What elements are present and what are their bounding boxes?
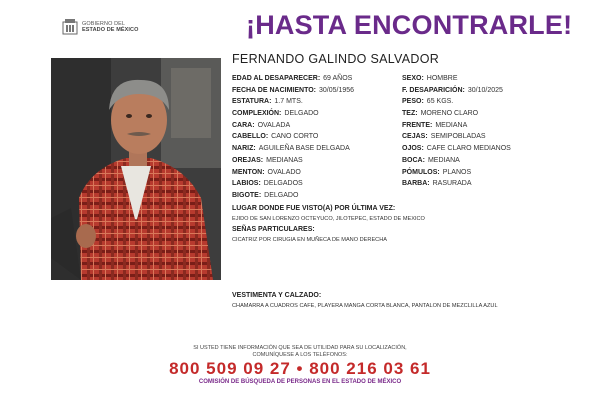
field-hair bbox=[232, 131, 402, 143]
field-build bbox=[232, 108, 402, 120]
field-value: MORENO CLARO bbox=[420, 110, 479, 118]
particular-signs-label: SEÑAS PARTICULARES: bbox=[232, 226, 315, 233]
field-label: CEJAS: bbox=[402, 133, 428, 141]
field-value: 69 AÑOS bbox=[323, 75, 353, 82]
clothing-label: VESTIMENTA Y CALZADO: bbox=[232, 292, 322, 299]
field-value: RASURADA bbox=[432, 180, 472, 188]
field-beard bbox=[402, 178, 572, 190]
field-label: NARIZ: bbox=[232, 145, 256, 153]
field-label: CARA: bbox=[232, 121, 255, 129]
field-label: LABIOS: bbox=[232, 180, 261, 188]
last-seen-value: EJIDO DE SAN LORENZO OCTEYUCO, JILOTEPEC, ESTADO DE MEXICO bbox=[232, 216, 425, 222]
description-fields bbox=[232, 73, 572, 202]
field-value: CANO CORTO bbox=[271, 133, 319, 141]
field-chin bbox=[232, 167, 402, 179]
field-birthdate bbox=[232, 85, 402, 97]
contact-line-2: COMUNÍQUESE A LOS TELÉFONOS: bbox=[252, 352, 348, 358]
field-label: OJOS: bbox=[402, 145, 424, 153]
field-row bbox=[232, 120, 572, 132]
field-label: ESTATURA: bbox=[232, 98, 272, 106]
field-label: COMPLEXIÓN: bbox=[232, 110, 282, 118]
field-row bbox=[232, 131, 572, 143]
government-logo bbox=[62, 18, 139, 36]
field-row bbox=[232, 85, 572, 97]
field-value: DELGADOS bbox=[263, 180, 303, 188]
field-row bbox=[232, 108, 572, 120]
last-seen-label: LUGAR DONDE FUE VISTO(A) POR ÚLTIMA VEZ: bbox=[232, 205, 396, 212]
field-weight bbox=[402, 96, 572, 108]
field-row bbox=[232, 155, 572, 167]
field-value: 1.7 MTS. bbox=[274, 98, 303, 106]
field-label: SEXO: bbox=[402, 75, 424, 82]
particular-signs-value: CICATRIZ POR CIRUGIA EN MUÑECA DE MANO DERECHA bbox=[232, 237, 387, 243]
field-sex bbox=[402, 73, 572, 85]
field-value: HOMBRE bbox=[426, 75, 458, 82]
field-nose bbox=[232, 143, 402, 155]
logo-line-2: ESTADO DE MÉXICO bbox=[82, 27, 139, 33]
field-label: PESO: bbox=[402, 98, 424, 106]
field-lips bbox=[232, 178, 402, 190]
field-label: BOCA: bbox=[402, 156, 425, 164]
field-label: F. DESAPARICIÓN: bbox=[402, 86, 465, 94]
field-label: FECHA DE NACIMIENTO: bbox=[232, 86, 316, 94]
field-label: CABELLO: bbox=[232, 133, 269, 141]
field-height bbox=[232, 96, 402, 108]
field-value: 30/10/2025 bbox=[467, 86, 503, 94]
field-face bbox=[232, 120, 402, 132]
field-row bbox=[232, 143, 572, 155]
field-label: BARBA: bbox=[402, 180, 430, 188]
field-label: TEZ: bbox=[402, 110, 418, 118]
field-value: DELGADO bbox=[284, 110, 319, 118]
contact-line-1: SI USTED TIENE INFORMACIÓN QUE SEA DE UTILIDAD PARA SU LOCALIZACIÓN, bbox=[193, 345, 407, 351]
state-emblem-icon bbox=[62, 18, 78, 36]
field-eyebrows bbox=[402, 131, 572, 143]
field-value: DELGADO bbox=[264, 191, 299, 199]
commission-name: COMISIÓN DE BÚSQUEDA DE PERSONAS EN EL ESTADO DE MÉXICO bbox=[198, 379, 402, 385]
logo-text bbox=[82, 21, 139, 34]
field-label: EDAD AL DESAPARECER: bbox=[232, 75, 321, 82]
field-label: BIGOTE: bbox=[232, 191, 262, 199]
field-value: AGUILEÑA BASE DELGADA bbox=[258, 145, 350, 153]
field-row bbox=[232, 96, 572, 108]
field-value: OVALADO bbox=[267, 168, 301, 176]
field-value: MEDIANA bbox=[435, 121, 468, 129]
field-value: 30/05/1956 bbox=[319, 86, 355, 94]
field-row bbox=[232, 178, 572, 190]
field-cheekbones bbox=[402, 167, 572, 179]
person-name: FERNANDO GALINDO SALVADOR bbox=[232, 52, 440, 66]
field-label: FRENTE: bbox=[402, 121, 433, 129]
field-complexion bbox=[402, 108, 572, 120]
headline: ¡HASTA ENCONTRARLE! bbox=[246, 10, 573, 40]
field-row bbox=[232, 167, 572, 179]
field-value: 65 KGS. bbox=[426, 98, 454, 106]
field-value: SEMIPOBLADAS bbox=[430, 133, 486, 141]
field-mustache bbox=[232, 190, 402, 202]
clothing-value: CHAMARRA A CUADROS CAFE, PLAYERA MANGA CORTA BLANCA, PANTALON DE MEZCLILLA AZUL bbox=[232, 303, 498, 309]
field-mouth bbox=[402, 155, 572, 167]
field-value: OVALADA bbox=[257, 121, 291, 129]
field-value: CAFE CLARO MEDIANOS bbox=[426, 145, 511, 153]
field-age bbox=[232, 73, 402, 85]
field-value: MEDIANAS bbox=[266, 156, 303, 164]
field-value: MEDIANA bbox=[427, 156, 460, 164]
field-eyes bbox=[402, 143, 572, 155]
field-label: PÓMULOS: bbox=[402, 168, 440, 176]
field-label: OREJAS: bbox=[232, 156, 264, 164]
field-forehead bbox=[402, 120, 572, 132]
field-value: PLANOS bbox=[442, 168, 472, 176]
field-ears bbox=[232, 155, 402, 167]
person-photo bbox=[51, 58, 221, 280]
field-row bbox=[232, 190, 572, 202]
field-disappearance-date bbox=[402, 85, 572, 97]
logo-line-1: GOBIERNO DEL bbox=[82, 20, 126, 27]
phone-numbers: 800 509 09 27 • 800 216 03 61 bbox=[169, 359, 431, 378]
field-row bbox=[232, 73, 572, 85]
field-label: MENTON: bbox=[232, 168, 265, 176]
person-photo-image bbox=[51, 58, 221, 280]
